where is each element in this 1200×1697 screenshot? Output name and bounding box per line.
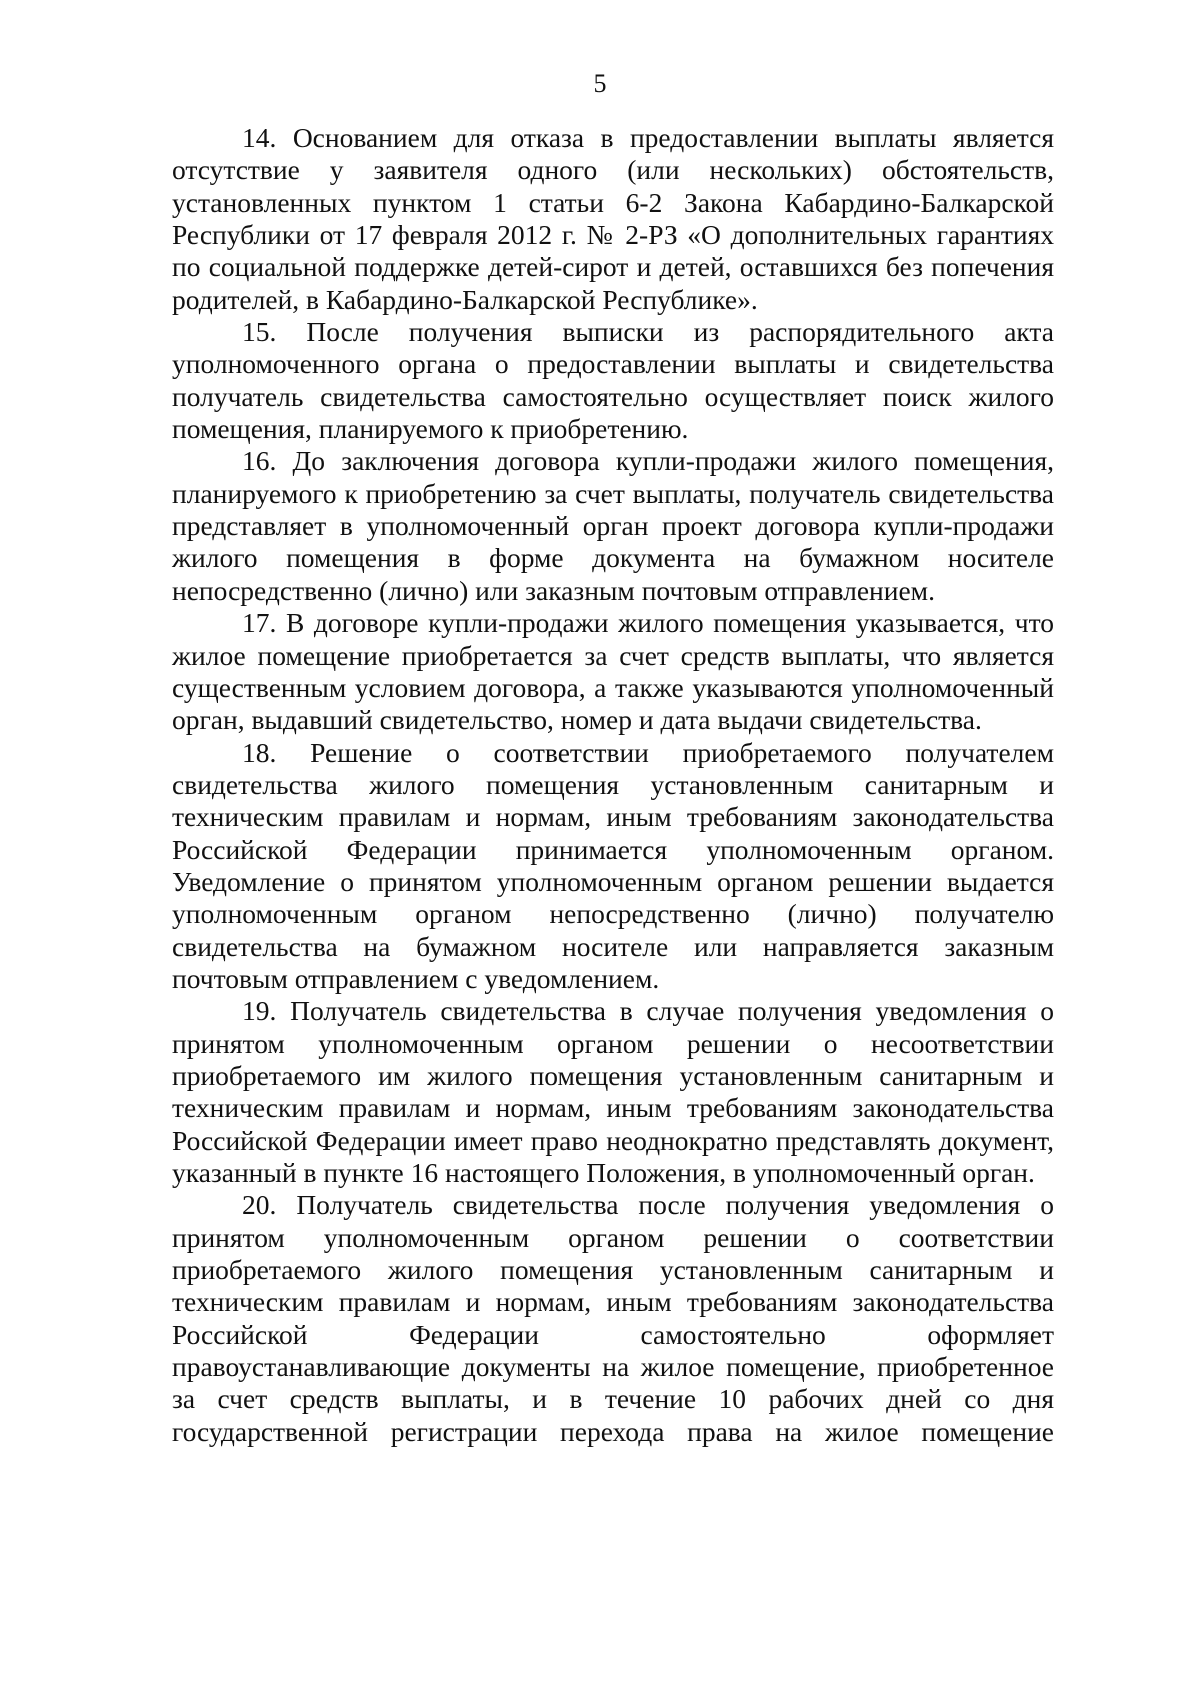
paragraph-20: 20. Получатель свидетельства после получения уведомления о принятом уполномоченным органом решении о соответствии приобретаемого жилого помещения установленным санитарным и техническим правилам и нормам, иным требованиям законодательства Российской Федерации самостоятельно оформляет правоустанавливающие документы на жилое помещение, приобретенное за счет средств выплаты, и в течение 10 рабочих дней со дня государственной регистрации перехода права на жилое помещение — [172, 1189, 1054, 1447]
paragraph-17: 17. В договоре купли-продажи жилого помещения указывается, что жилое помещение приобретается за счет средств выплаты, что является существенным условием договора, а также указываются уполномоченный орган, выдавший свидетельство, номер и дата выдачи свидетельства. — [172, 607, 1054, 736]
page-number: 5 — [593, 69, 607, 98]
paragraph-15: 15. После получения выписки из распорядительного акта уполномоченного органа о предоставлении выплаты и свидетельства получатель свидетельства самостоятельно осуществляет поиск жилого помещения, планируемого к приобретению. — [172, 316, 1054, 445]
document-body — [172, 122, 1054, 1448]
paragraph-14: 14. Основанием для отказа в предоставлении выплаты является отсутствие у заявителя одного (или нескольких) обстоятельств, установленных пунктом 1 статьи 6-2 Закона Кабардино-Балкарской Республики от 17 февраля 2012 г. № 2-РЗ «О дополнительных гарантиях по социальной поддержке детей-сирот и детей, оставшихся без попечения родителей, в Кабардино-Балкарской Республике». — [172, 122, 1054, 315]
paragraph-16: 16. До заключения договора купли-продажи жилого помещения, планируемого к приобретению за счет выплаты, получатель свидетельства представляет в уполномоченный орган проект договора купли-продажи жилого помещения в форме документа на бумажном носителе непосредственно (лично) или заказным почтовым отправлением. — [172, 445, 1054, 606]
paragraph-19: 19. Получатель свидетельства в случае получения уведомления о принятом уполномоченным органом решении о несоответствии приобретаемого им жилого помещения установленным санитарным и техническим правилам и нормам, иным требованиям законодательства Российской Федерации имеет право неоднократно представлять документ, указанный в пункте 16 настоящего Положения, в уполномоченный орган. — [172, 995, 1054, 1188]
paragraph-18: 18. Решение о соответствии приобретаемого получателем свидетельства жилого помещения установленным санитарным и техническим правилам и нормам, иным требованиям законодательства Российской Федерации принимается уполномоченным органом. Уведомление о принятом уполномоченным органом решении выдается уполномоченным органом непосредственно (лично) получателю свидетельства на бумажном носителе или направляется заказным почтовым отправлением с уведомлением. — [172, 736, 1054, 994]
